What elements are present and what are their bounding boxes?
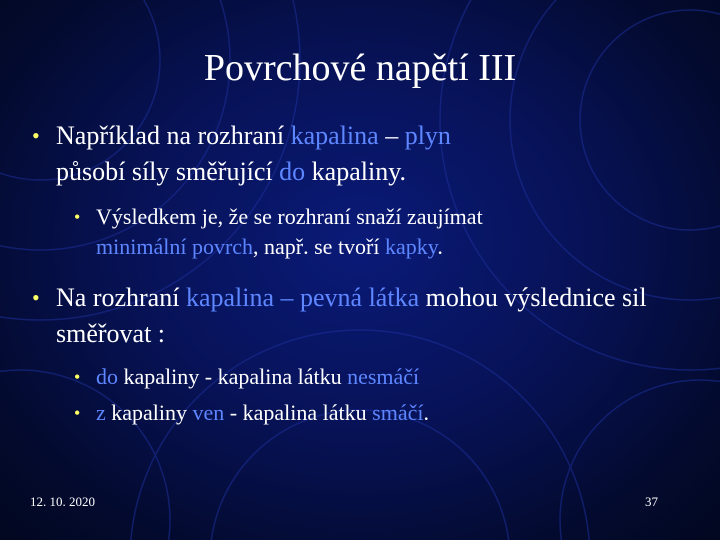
sub-bullet-dot-icon: • — [74, 207, 81, 227]
bullet-dot-icon: • — [32, 285, 40, 310]
bullet-text: Na rozhraní kapalina – pevná látka mohou výslednice sil směřovat : — [56, 283, 647, 348]
sub-bullet-item — [74, 398, 676, 428]
slide-title: Povrchové napětí III — [203, 47, 517, 89]
sub-bullet-item — [74, 362, 676, 392]
page-number: 37 — [645, 494, 658, 509]
bullet-text: Například na rozhraní kapalina – plyn působí síly směřující do kapaliny. — [56, 121, 451, 186]
sub-bullet-dot-icon: • — [74, 403, 81, 423]
bullet-dot-icon: • — [32, 123, 40, 148]
bullet-item — [32, 280, 676, 352]
sub-bullet-dot-icon: • — [74, 367, 81, 387]
bullet-item — [32, 118, 676, 190]
bullet-text: Výsledkem je, že se rozhraní snaží zaujímat minimální povrch, např. se tvoří kapky. — [96, 204, 483, 259]
footer-date: 12. 10. 2020 — [30, 494, 95, 509]
bullet-text: do kapaliny - kapalina látku nesmáčí — [96, 364, 420, 389]
sub-bullet-item — [74, 202, 676, 262]
bullet-text: z kapaliny ven - kapalina látku smáčí. — [96, 400, 429, 425]
